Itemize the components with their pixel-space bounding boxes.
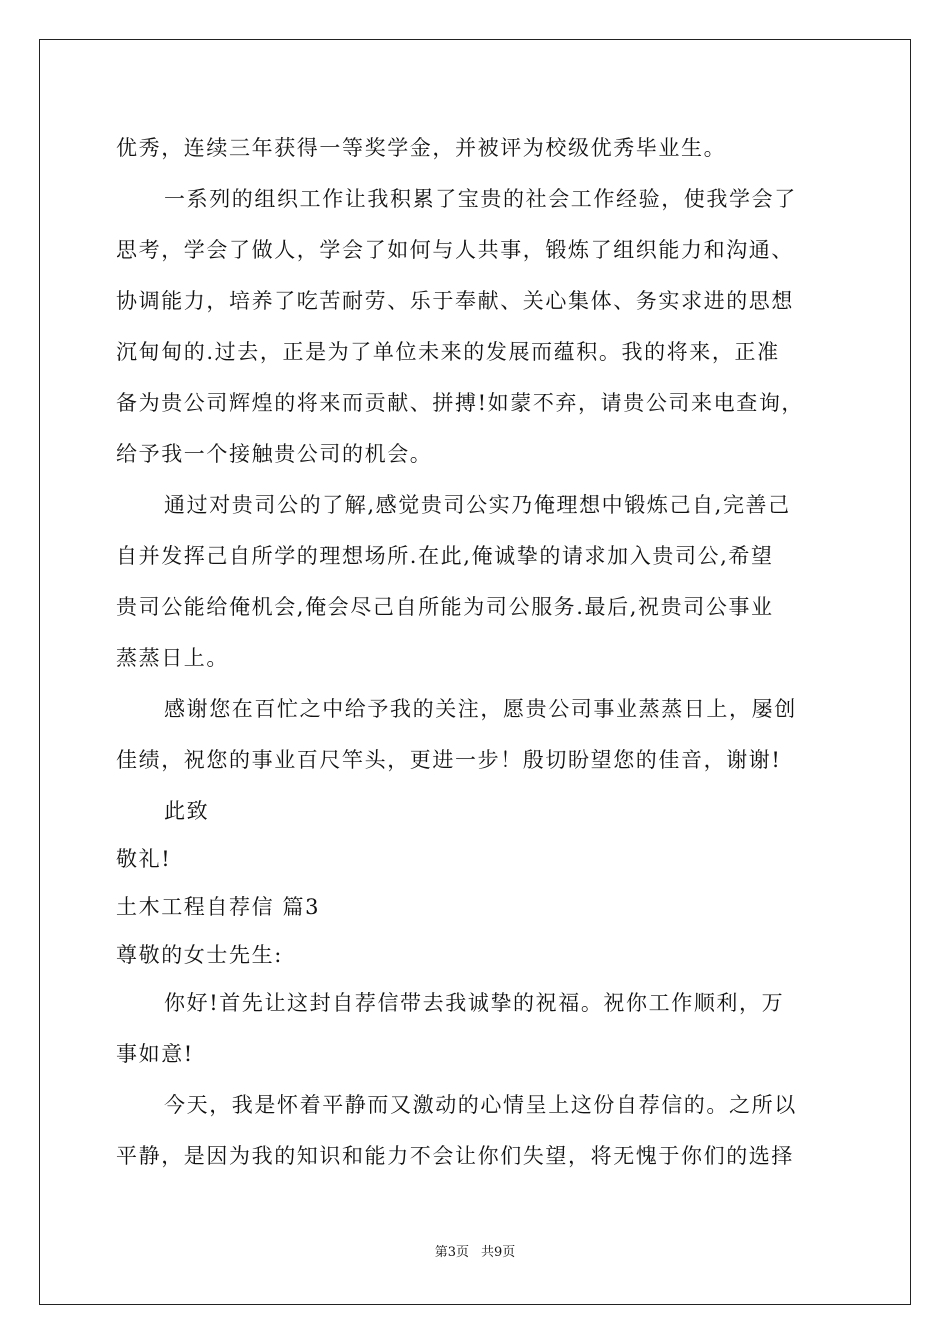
paragraph-line: 蒸蒸日上。 [116,646,229,670]
paragraph-line: 自并发挥己自所学的理想场所.在此,俺诚挚的请求加入贵司公,希望 [116,544,774,568]
paragraph-line: 通过对贵司公的了解,感觉贵司公实乃俺理想中锻炼己自,完善己 [164,493,791,517]
paragraph-line: 沉甸甸的.过去，正是为了单位未来的发展而蕴积。我的将来，正准 [116,340,780,364]
paragraph-line: 佳绩，祝您的事业百尺竿头，更进一步！殷切盼望您的佳音，谢谢! [116,748,782,772]
paragraph-line: 事如意! [116,1042,194,1066]
closing-regards: 敬礼! [116,847,172,871]
paragraph-line: 你好!首先让这封自荐信带去我诚挚的祝福。祝你工作顺利，万 [164,991,785,1015]
section-heading: 土木工程自荐信 篇3 [116,895,321,919]
paragraph-line: 协调能力，培养了吃苦耐劳、乐于奉献、关心集体、务实求进的思想 [116,289,794,313]
paragraph-line: 感谢您在百忙之中给予我的关注，愿贵公司事业蒸蒸日上，屡创 [164,697,797,721]
page-footer [0,1244,950,1262]
paragraph-line: 思考，学会了做人，学会了如何与人共事，锻炼了组织能力和沟通、 [116,238,794,262]
paragraph-line: 优秀，连续三年获得一等奖学金，并被评为校级优秀毕业生。 [116,136,727,160]
page-number-total: 共9页 [481,1245,516,1260]
page-number-current: 第3页 [434,1245,469,1260]
paragraph-line: 一系列的组织工作让我积累了宝贵的社会工作经验，使我学会了 [164,187,797,211]
closing-salutation: 此致 [164,799,210,823]
paragraph-line: 贵司公能给俺机会,俺会尽己自所能为司公服务.最后,祝贵司公事业 [116,595,774,619]
paragraph-line: 备为贵公司辉煌的将来而贡献、拼搏!如蒙不弃，请贵公司来电查询， [116,391,805,415]
letter-greeting: 尊敬的女士先生: [116,943,283,967]
paragraph-line: 给予我一个接触贵公司的机会。 [116,442,433,466]
paragraph-line: 今天，我是怀着平静而又激动的心情呈上这份自荐信的。之所以 [164,1093,797,1117]
paragraph-line: 平静，是因为我的知识和能力不会让你们失望，将无愧于你们的选择 [116,1144,794,1168]
document-body [116,126,836,1185]
